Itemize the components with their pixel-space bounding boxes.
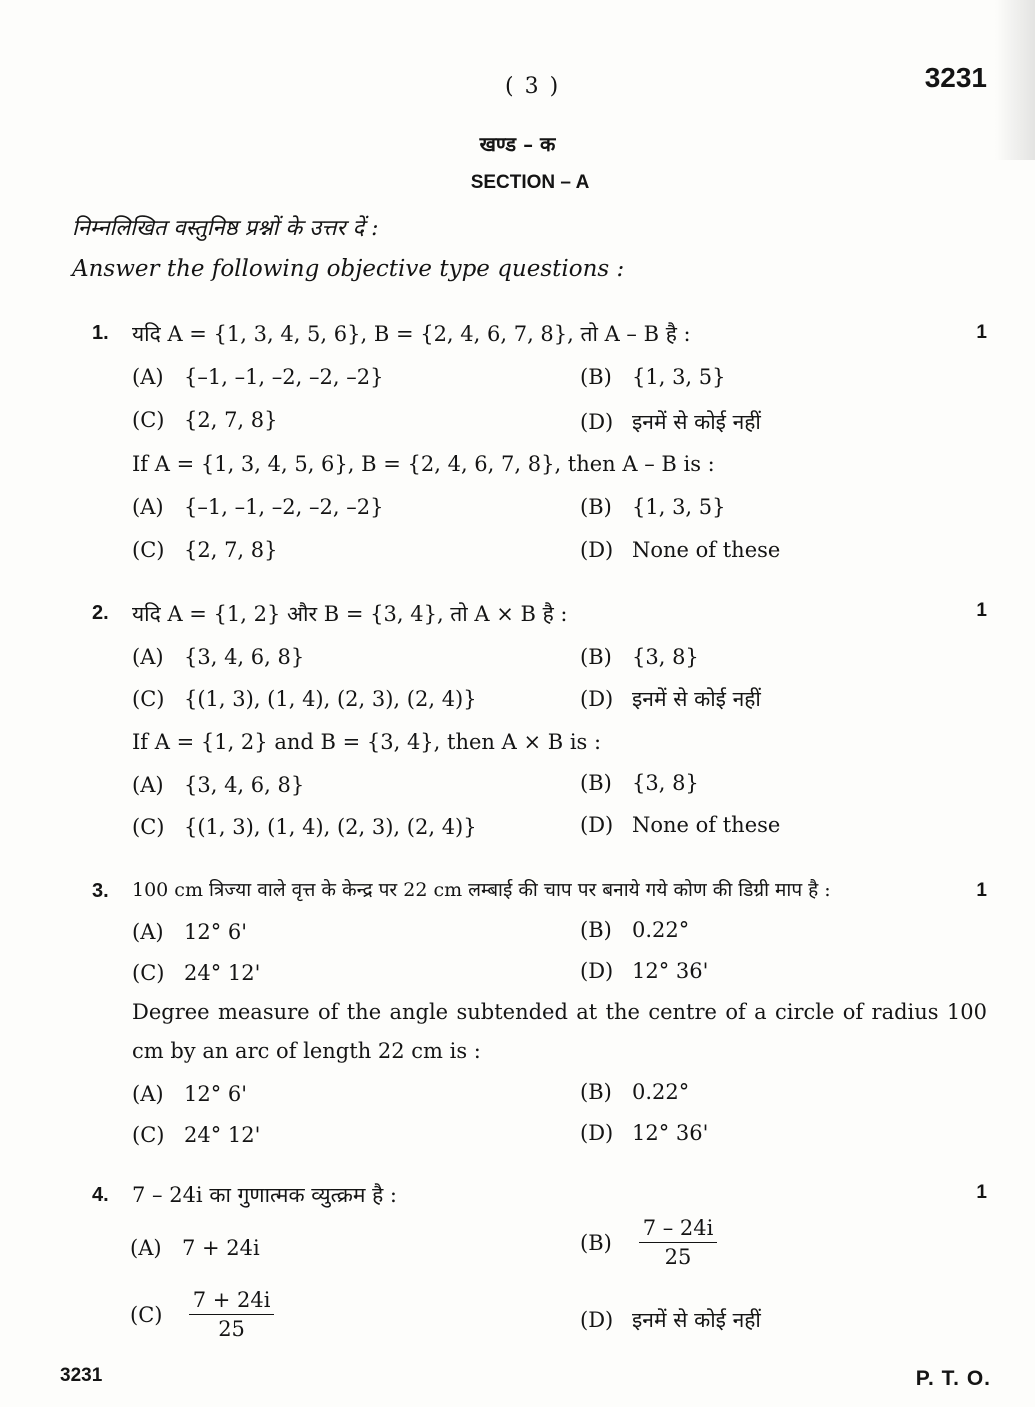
option-label: (A) xyxy=(132,1082,164,1106)
question-number: 2. xyxy=(92,602,109,624)
option-c xyxy=(132,1123,260,1147)
option-label: (B) xyxy=(580,645,612,669)
option-label: (D) xyxy=(580,959,614,983)
option-label: (A) xyxy=(132,365,164,389)
option-text: 7 + 24i xyxy=(182,1236,260,1260)
question-text-hindi: 7 – 24i का गुणात्मक व्युत्क्रम है : xyxy=(132,1183,397,1207)
option-d xyxy=(580,1121,708,1145)
question-marks: 1 xyxy=(976,600,987,621)
fraction-denominator: 25 xyxy=(664,1245,692,1269)
option-label: (D) xyxy=(580,410,614,434)
option-label: (C) xyxy=(132,1123,165,1147)
option-text: None of these xyxy=(632,538,781,562)
option-label: (C) xyxy=(132,538,165,562)
option-c xyxy=(130,1288,274,1341)
option-a xyxy=(130,1236,260,1260)
option-label: (C) xyxy=(132,961,165,985)
option-b xyxy=(580,771,699,795)
option-d xyxy=(580,685,761,713)
option-b xyxy=(580,365,726,389)
question-marks: 1 xyxy=(976,322,987,343)
option-a xyxy=(132,1082,247,1106)
option-b xyxy=(580,1080,689,1104)
option-label: (A) xyxy=(132,920,164,944)
question-text-english: If A = {1, 2} and B = {3, 4}, then A × B is : xyxy=(132,730,602,754)
option-c xyxy=(132,687,477,711)
question-number: 1. xyxy=(92,322,109,344)
fraction xyxy=(639,1216,718,1269)
section-title: SECTION – A xyxy=(470,172,590,193)
question-marks: 1 xyxy=(976,880,987,901)
option-label: (D) xyxy=(580,1121,614,1145)
option-text: {3, 8} xyxy=(632,771,699,795)
option-text: None of these xyxy=(632,813,781,837)
option-label: (B) xyxy=(580,1230,612,1255)
option-text: 12° 6' xyxy=(184,1082,248,1106)
option-text: इनमें से कोई नहीं xyxy=(632,687,761,711)
instruction-hindi: निम्नलिखित वस्तुनिष्ठ प्रश्नों के उत्तर दें : xyxy=(72,216,379,241)
option-text: {–1, –1, –2, –2, –2} xyxy=(184,365,384,389)
option-b xyxy=(580,495,726,519)
option-d xyxy=(580,408,761,436)
option-label: (B) xyxy=(580,365,612,389)
question-marks: 1 xyxy=(976,1182,987,1203)
instruction-english: Answer the following objective type questions : xyxy=(72,256,625,282)
option-text: {(1, 3), (1, 4), (2, 3), (2, 4)} xyxy=(184,687,477,711)
question-text-english: If A = {1, 3, 4, 5, 6}, B = {2, 4, 6, 7, 8}, then A – B is : xyxy=(132,452,715,476)
option-label: (B) xyxy=(580,1080,612,1104)
option-c xyxy=(132,538,278,562)
option-label: (D) xyxy=(580,1308,614,1332)
option-label: (C) xyxy=(132,408,165,432)
fraction xyxy=(189,1288,275,1341)
option-label: (A) xyxy=(132,495,164,519)
question-text-hindi: यदि A = {1, 2} और B = {3, 4}, तो A × B है : xyxy=(132,602,568,626)
option-text: 12° 36' xyxy=(632,1121,709,1145)
option-label: (D) xyxy=(580,538,614,562)
option-text: 12° 36' xyxy=(632,959,709,983)
question-text-hindi: यदि A = {1, 3, 4, 5, 6}, B = {2, 4, 6, 7, 8}, तो A – B है : xyxy=(132,322,691,346)
option-text: 0.22° xyxy=(632,1080,690,1104)
question-text-english: Degree measure of the angle subtended at the centre of a circle of radius 100 cm by an arc of length 22 cm is : xyxy=(132,1000,987,1063)
option-text: {1, 3, 5} xyxy=(632,365,726,389)
option-d xyxy=(580,959,708,983)
option-b xyxy=(580,918,689,942)
option-b xyxy=(580,1216,717,1269)
option-label: (D) xyxy=(580,813,614,837)
option-text: 24° 12' xyxy=(184,961,261,985)
option-a xyxy=(132,365,383,389)
option-text: {2, 7, 8} xyxy=(184,538,278,562)
option-text: {3, 4, 6, 8} xyxy=(184,645,305,669)
option-text: {–1, –1, –2, –2, –2} xyxy=(184,495,384,519)
option-text: इनमें से कोई नहीं xyxy=(632,1308,761,1332)
option-text: {3, 4, 6, 8} xyxy=(184,773,305,797)
paper-code-footer: 3231 xyxy=(60,1365,103,1386)
option-label: (A) xyxy=(130,1236,162,1260)
fraction-numerator: 7 + 24i xyxy=(189,1288,275,1315)
option-text: {2, 7, 8} xyxy=(184,408,278,432)
option-a xyxy=(132,495,383,519)
option-c xyxy=(132,961,260,985)
option-text: {3, 8} xyxy=(632,645,699,669)
option-c xyxy=(132,815,477,839)
option-text: 24° 12' xyxy=(184,1123,261,1147)
option-a xyxy=(132,920,247,944)
option-text: 12° 6' xyxy=(184,920,248,944)
option-a xyxy=(132,773,304,797)
option-a xyxy=(132,645,304,669)
fraction-denominator: 25 xyxy=(218,1317,245,1341)
option-d xyxy=(580,1306,761,1334)
option-label: (C) xyxy=(130,1302,163,1327)
paper-code-top: 3231 xyxy=(924,62,987,93)
option-label: (D) xyxy=(580,687,614,711)
section-title-hindi: खण्ड – क xyxy=(479,132,556,156)
option-text: {1, 3, 5} xyxy=(632,495,726,519)
question-text-hindi: 100 cm त्रिज्या वाले वृत्त के केन्द्र पर 22 cm लम्बाई की चाप पर बनाये गये कोण की डिग्री माप है : xyxy=(132,879,831,901)
question-number: 3. xyxy=(92,880,109,902)
option-c xyxy=(132,408,278,432)
option-label: (C) xyxy=(132,815,165,839)
option-label: (B) xyxy=(580,771,612,795)
option-b xyxy=(580,645,699,669)
option-label: (A) xyxy=(132,773,164,797)
option-text: {(1, 3), (1, 4), (2, 3), (2, 4)} xyxy=(184,815,477,839)
fraction-numerator: 7 – 24i xyxy=(639,1216,718,1243)
option-label: (A) xyxy=(132,645,164,669)
pto-label: P. T. O. xyxy=(915,1367,991,1390)
option-d xyxy=(580,538,780,562)
option-d xyxy=(580,813,780,837)
option-label: (C) xyxy=(132,687,165,711)
option-text: इनमें से कोई नहीं xyxy=(632,410,761,434)
question-number: 4. xyxy=(92,1184,109,1206)
option-label: (B) xyxy=(580,495,612,519)
option-label: (B) xyxy=(580,918,612,942)
option-text: 0.22° xyxy=(632,918,690,942)
page-number: ( 3 ) xyxy=(505,74,561,99)
